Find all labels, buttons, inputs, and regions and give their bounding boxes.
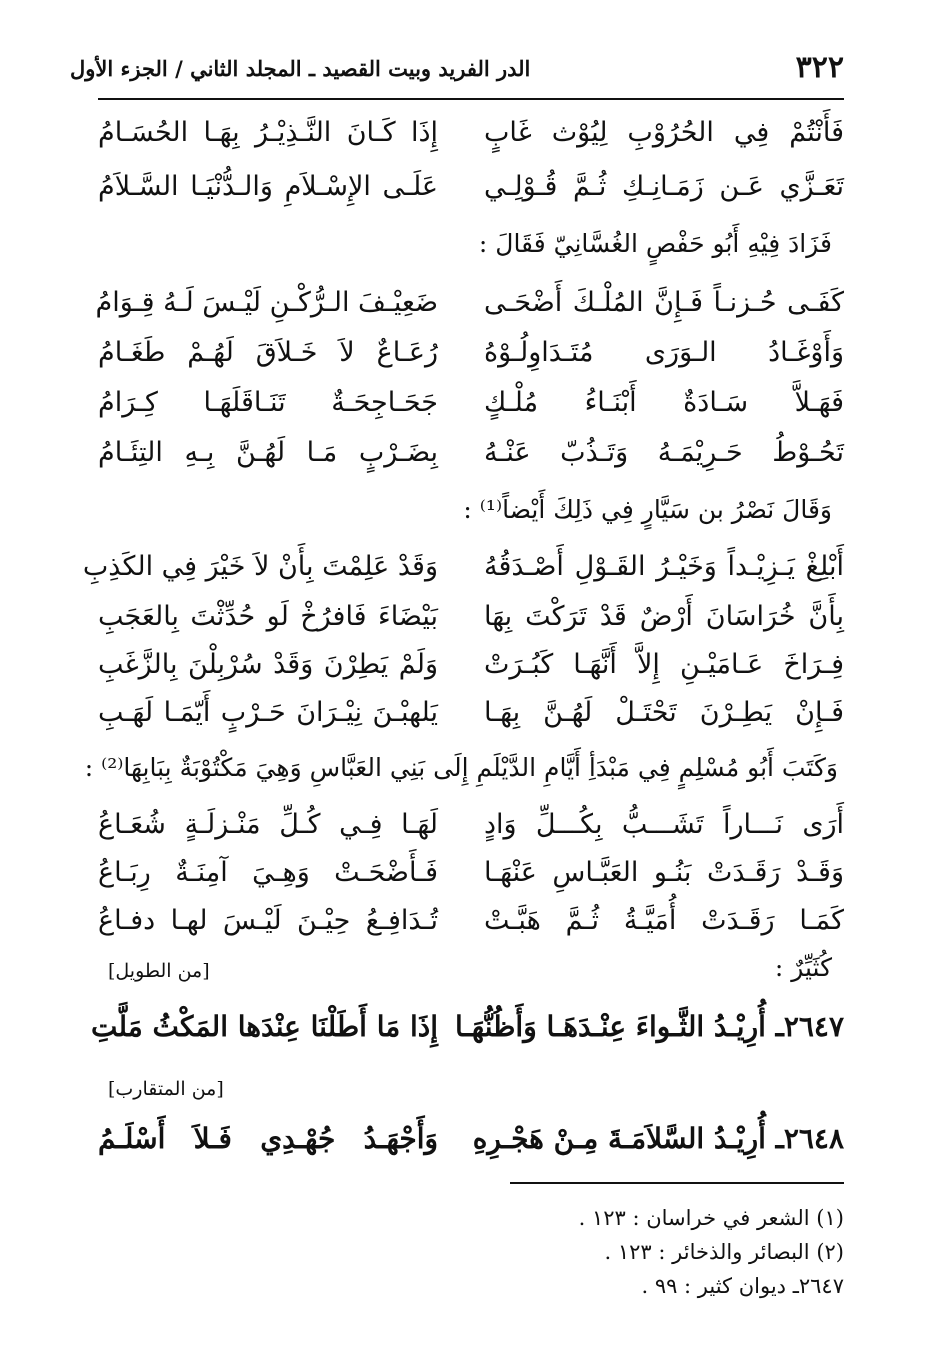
verse-second-hemistich: إِذَا مَا أَطَلْنَا عِنْدَها المَكْثُ مَلَّتِ xyxy=(91,1010,438,1043)
verse-first-hemistich: فَـإِنْ يَطِـرْنَ تَحْتَـلْ لَهُـنَّ بِهَـا xyxy=(484,697,844,728)
verse-first-hemistich: تَحُـوْطُ حَـرِيْمَـهُ وَتَـذُبّ عَنْـهُ xyxy=(484,437,844,468)
verse-second-hemistich: بِضَـرْبٍ مَـا لَهُـنَّ بِـهِ التِئَـامُ xyxy=(98,437,438,468)
verse-first-hemistich xyxy=(455,1002,844,1052)
verse-second-hemistich: لَهَـا فِـي كُـلِّ مَنْـزلَـةٍ شُعَـاعُ xyxy=(98,809,438,840)
verse-line xyxy=(98,640,844,690)
verse-first-hemistich: أَرَى نَـــاراً تَشَـــبُّ بِكُـــلِّ وَادٍ xyxy=(484,809,844,840)
verse-line xyxy=(98,378,844,428)
verse-line xyxy=(98,328,844,378)
verse-first-text: أُرِيْـدُ السَّلاَمَـةَ مِـنْ هَجْـرِهِ xyxy=(472,1122,766,1155)
verse-first-hemistich: كَمَـا رَقَـدَتْ أُمَيَّـةُ ثُـمَّ هَبَّـتْ xyxy=(484,905,844,936)
numbered-verse xyxy=(91,1002,844,1052)
verse-second-hemistich: وَأَجْهَـدُ جُهْـدِي فَـلاَ أَسْلَـمُ xyxy=(98,1122,438,1155)
footnote: ٢٦٤٧ـ ديوان كثير : ٩٩ . xyxy=(641,1274,844,1298)
poet-name: كُثَيِّرٌ : xyxy=(774,953,832,982)
verse-second-hemistich: فَـأَضْحَـتْ وَهِـيَ آمِنَـةٌ رِبَـاعُ xyxy=(98,857,438,888)
verse-first-hemistich: وَأَوْغَـادُ الـوَرَى مُتَـدَاوِلُـوْهُ xyxy=(484,337,844,368)
verse-second-hemistich: تُـدَافِـعُ حِيْـنَ لَيْـسَ لهـا دفـاعُ xyxy=(98,905,438,936)
verse-line xyxy=(98,428,844,478)
verse-first-hemistich: بِأَنَّ خُرَاسَانَ أَرْضٌ قَدْ تَرَكْتَ بِهَا xyxy=(484,601,844,632)
verse-line xyxy=(98,688,844,738)
verse-second-hemistich: إِذَا كَـانَ النَّـذِيْـرُ بِهَـا الحُسَـامُ xyxy=(98,117,438,148)
verse-first-hemistich: فِـرَاخَ عَـامَيْـنِ إِلاَّ أَنَّهَـا كَبُـرَتْ xyxy=(484,649,844,680)
verse-first-hemistich: تَعَـزَّي عَـن زَمَـانِـكِ ثُـمَّ قُـوْلِـي xyxy=(484,171,844,202)
verse-second-hemistich: وَقَدْ عَلِمْتَ بِأَنْ لاَ خَيْرَ فِي الكَذِبِ xyxy=(82,551,438,582)
verse-line xyxy=(98,800,844,850)
verse-number: ٢٦٤٨ـ xyxy=(775,1122,844,1155)
page-header xyxy=(70,44,844,94)
meter-label: [من المتقارب] xyxy=(108,1078,224,1100)
verse-first-hemistich: كَفَـى حُـزنـاً فَـإِنَّ المُلْـكَ أَضْحَـى xyxy=(484,287,844,318)
verse-number: ٢٦٤٧ـ xyxy=(775,1010,844,1043)
running-title: الدر الفريد وبيت القصيد ـ المجلد الثاني / الجزء الأول xyxy=(70,56,531,81)
verse-second-hemistich: عَلَـى الإِسْـلاَمِ وَالـدُّنْيَـا السَّـلاَمُ xyxy=(98,171,438,202)
verse-line xyxy=(98,108,844,158)
verse-first-text: أُرِيْـدُ الثَّـواءَ عِنْـدَهَـا وَأَظُنُّهَـا xyxy=(455,1010,766,1043)
verse-first-hemistich xyxy=(472,1114,844,1164)
footnote: (٢) البصائر والذخائر : ١٢٣ . xyxy=(604,1240,844,1264)
footnote: (١) الشعر في خراسان : ١٢٣ . xyxy=(578,1206,844,1230)
verse-second-hemistich: يَلهبْـنَ نِيْـرَانَ حَـرْبٍ أَيّمَـا لَهَـبِ xyxy=(98,697,438,728)
meter-label: [من الطويل] xyxy=(108,960,210,982)
verse-line xyxy=(82,542,844,592)
verse-first-hemistich: أَبْلِغْ يَـزِيْـداً وَخَيْـرُ القَـوْلِ أَصْـدَقُهُ xyxy=(484,551,844,582)
verse-second-hemistich: رُعَـاعٌ لاَ خَـلاَقَ لَهُـمْ طَغَـامُ xyxy=(98,337,438,368)
verse-line xyxy=(98,848,844,898)
verse-first-hemistich: فَهَـلاَّ سَـادَةٌ أَبْنَـاءُ مُلْـكٍ xyxy=(484,387,844,418)
verse-line xyxy=(98,896,844,946)
verse-line xyxy=(95,278,844,328)
header-rule xyxy=(98,98,844,100)
prose-intro: وَقَالَ نَصْرُ بن سَيَّارٍ فِي ذَلِكَ أَيْضاً⁽¹⁾ : xyxy=(463,495,832,524)
verse-second-hemistich: بَيْضَاءَ فَافرُخْ لَو حُدِّثْتَ بِالعَجَبِ xyxy=(98,601,438,632)
numbered-verse xyxy=(98,1114,844,1164)
prose-intro: وَكَتَبَ أَبُو مُسْلِمٍ فِي مَبْدَأِ أَيَّامِ الدَّيْلَمِ إِلَى بَنِي العَبَّاسِ وَهِيَ مَكْتُوْبَةٌ بِبَابِهَا⁽²⁾ : xyxy=(84,753,838,782)
verse-second-hemistich: وَلَمْ يَطِرْنَ وَقَدْ سُرْبِلْنَ بِالزَّغَبِ xyxy=(98,649,438,680)
verse-line xyxy=(98,162,844,212)
verse-second-hemistich: جَحَـاجِحَـةٌ تَنَـاقَلَهَـا كِـرَامُ xyxy=(98,387,438,418)
page-number: ٣٢٢ xyxy=(795,50,844,85)
verse-first-hemistich: وَقَـدْ رَقَـدَتْ بَنُـو العَبَّـاسِ عَنْهَـا xyxy=(484,857,844,888)
verse-line xyxy=(98,592,844,642)
verse-first-hemistich: فَأَنْتُمْ فِي الحُرُوْبِ لِيُوْث غَابٍ xyxy=(484,117,844,148)
verse-second-hemistich: ضَعِيْـفَ الـرُّكْـنِ لَيْـسَ لَـهُ قِـوَامُ xyxy=(95,287,438,318)
footnote-separator xyxy=(510,1182,844,1184)
prose-intro: فَزَادَ فِيْهِ أَبُو حَفْصٍ الغُسَّانِيّ فَقَالَ : xyxy=(478,229,832,258)
